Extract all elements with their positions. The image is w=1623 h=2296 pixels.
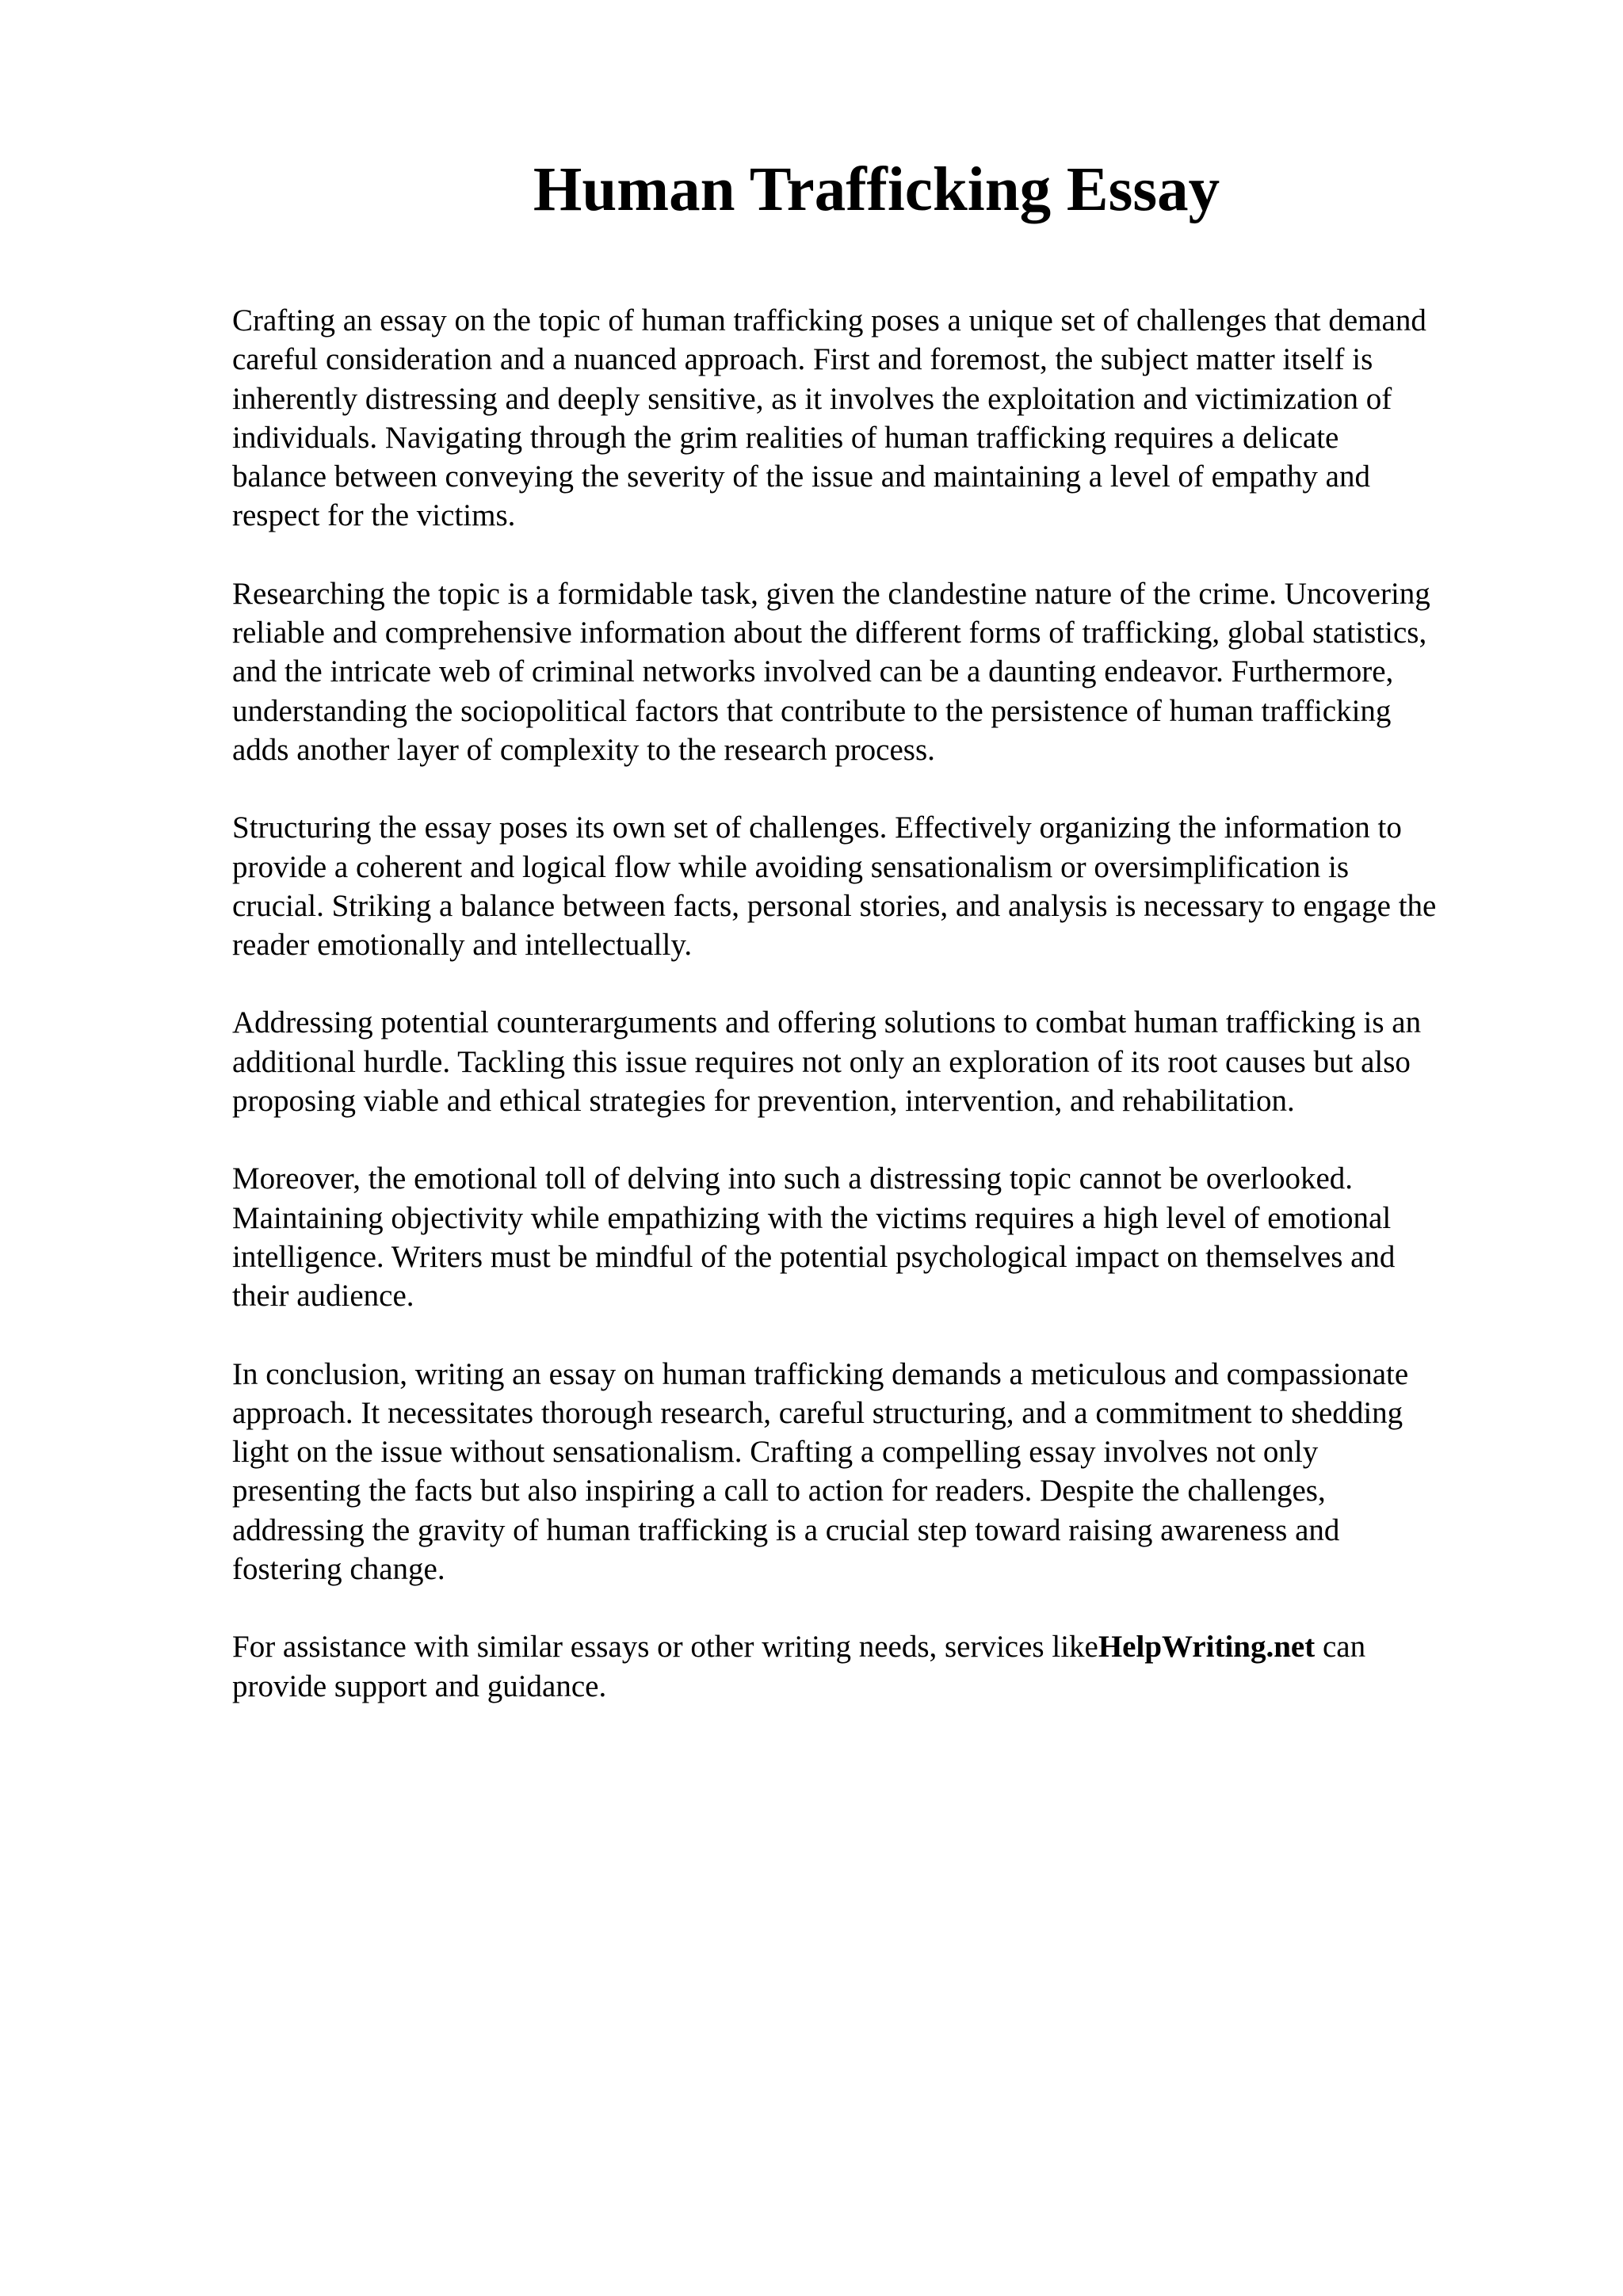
- paragraph-line: individuals. Navigating through the grim realities of human trafficking requires a delicate: [232, 420, 1339, 455]
- paragraph-1: [232, 301, 1532, 536]
- paragraph-line: respect for the victims.: [232, 498, 516, 533]
- paragraph-line: reliable and comprehensive information about the different forms of trafficking, global statistics,: [232, 616, 1427, 650]
- closing-text-after: can: [1322, 1630, 1366, 1665]
- paragraph-line: inherently distressing and deeply sensitive, as it involves the exploitation and victimization of: [232, 381, 1392, 416]
- paragraph-6: [232, 1355, 1532, 1589]
- paragraph-line: Structuring the essay poses its own set of challenges. Effectively organizing the information to: [232, 810, 1402, 845]
- closing-line-1: [232, 1627, 1532, 1666]
- paragraph-line: presenting the facts but also inspiring a call to action for readers. Despite the challenges,: [232, 1474, 1326, 1508]
- paragraph-line: intelligence. Writers must be mindful of the potential psychological impact on themselves and: [232, 1239, 1396, 1274]
- closing-paragraph: [232, 1627, 1532, 1706]
- paragraph-line: Researching the topic is a formidable task, given the clandestine nature of the crime. Uncovering: [232, 576, 1430, 611]
- paragraph-4: [232, 1003, 1532, 1120]
- paragraph-3: [232, 808, 1532, 964]
- paragraph-line: balance between conveying the severity of the issue and maintaining a level of empathy and: [232, 460, 1370, 494]
- paragraph-2: [232, 574, 1532, 769]
- paragraph-line: Addressing potential counterarguments and offering solutions to combat human trafficking is an: [232, 1005, 1422, 1040]
- paragraph-line: addressing the gravity of human trafficking is a crucial step toward raising awareness and: [232, 1512, 1340, 1547]
- paragraph-line: fostering change.: [232, 1552, 445, 1587]
- closing-line-2: provide support and guidance.: [232, 1669, 607, 1703]
- paragraph-line: understanding the sociopolitical factors that contribute to the persistence of human trafficking: [232, 693, 1392, 728]
- paragraph-line: provide a coherent and logical flow while avoiding sensationalism or oversimplification is: [232, 849, 1350, 884]
- paragraph-line: and the intricate web of criminal networks involved can be a daunting endeavor. Furthermore,: [232, 654, 1394, 689]
- paragraph-line: approach. It necessitates thorough research, careful structuring, and a commitment to shedding: [232, 1395, 1403, 1430]
- paragraph-line: careful consideration and a nuanced approach. First and foremost, the subject matter itself is: [232, 342, 1373, 377]
- brand-link[interactable]: HelpWriting.net: [1098, 1630, 1316, 1665]
- paragraph-line: additional hurdle. Tackling this issue requires not only an exploration of its root causes but also: [232, 1044, 1411, 1079]
- paragraph-line: Crafting an essay on the topic of human trafficking poses a unique set of challenges that demand: [232, 303, 1426, 338]
- paragraph-5: [232, 1159, 1532, 1315]
- paragraph-line: crucial. Striking a balance between facts, personal stories, and analysis is necessary to engage the: [232, 888, 1437, 923]
- paragraph-line: adds another layer of complexity to the research process.: [232, 732, 935, 767]
- paragraph-line: In conclusion, writing an essay on human trafficking demands a meticulous and compassionate: [232, 1356, 1409, 1391]
- closing-text-before: For assistance with similar essays or other writing needs, services like: [232, 1630, 1098, 1665]
- essay-body: [232, 301, 1532, 1745]
- page-title: Human Trafficking Essay: [533, 155, 1220, 224]
- paragraph-line: proposing viable and ethical strategies for prevention, intervention, and rehabilitation.: [232, 1084, 1295, 1119]
- paragraph-line: their audience.: [232, 1279, 414, 1314]
- paragraph-line: Maintaining objectivity while empathizing with the victims requires a high level of emotional: [232, 1200, 1392, 1235]
- paragraph-line: reader emotionally and intellectually.: [232, 928, 693, 963]
- paragraph-line: Moreover, the emotional toll of delving into such a distressing topic cannot be overlooked.: [232, 1161, 1354, 1196]
- paragraph-line: light on the issue without sensationalism. Crafting a compelling essay involves not only: [232, 1435, 1319, 1470]
